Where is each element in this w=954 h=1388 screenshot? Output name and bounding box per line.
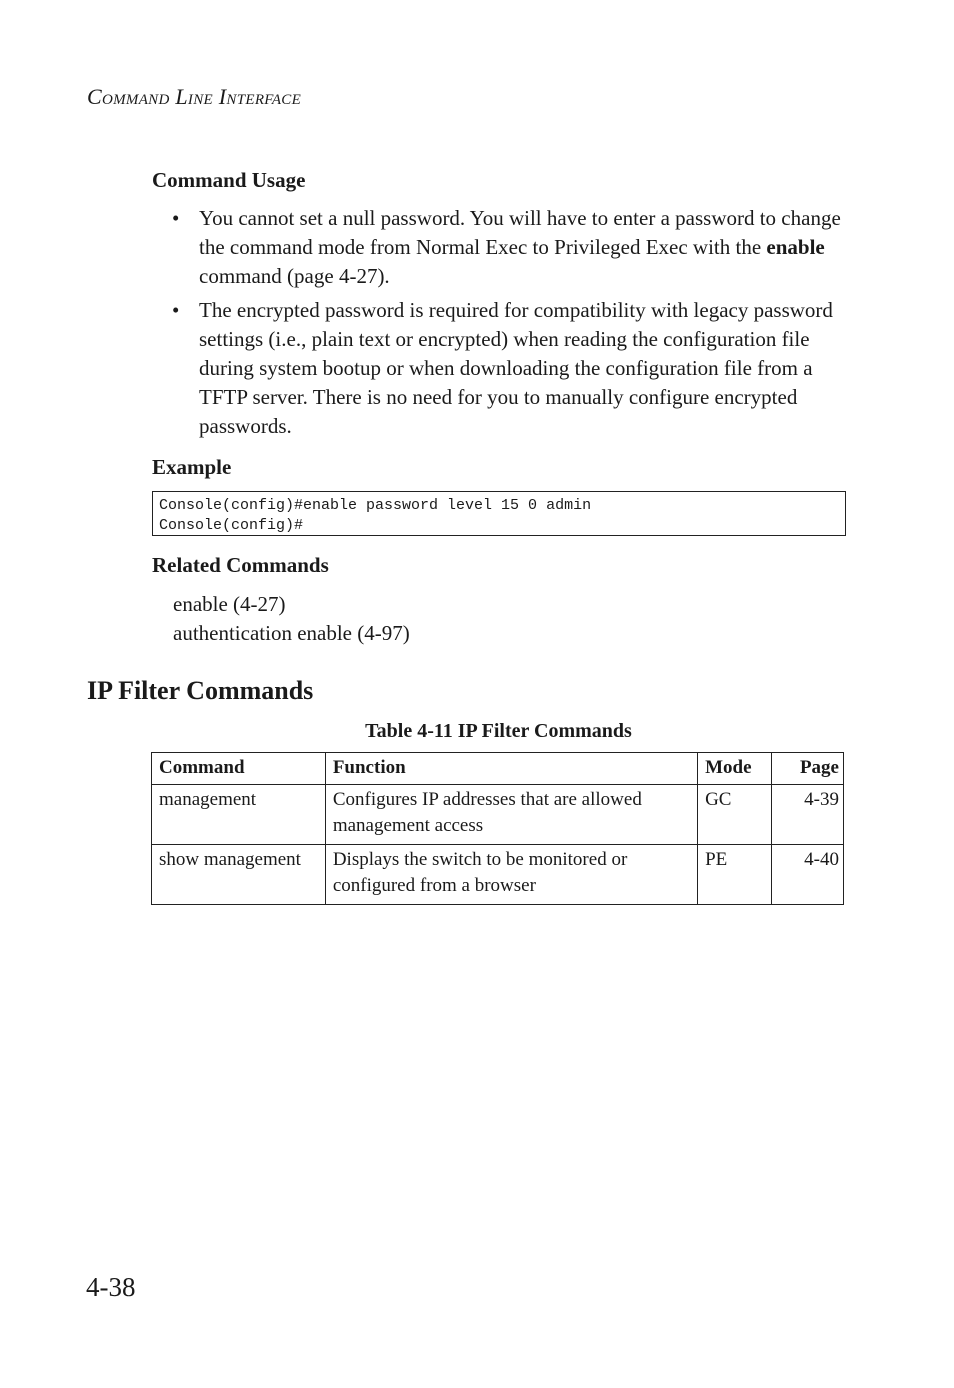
table-cell-page: 4-39 [772, 785, 844, 845]
code-example [152, 491, 846, 536]
list-item [152, 204, 847, 291]
related-commands-list [173, 590, 410, 648]
bullet-text: The encrypted password is required for compatibility with legacy password settings (i.e., plain text or encrypted) when reading the configuration file during system bootup or when downloading the configuration file from a TFTP server. There is no need for you to manually configure encrypted passwords. [199, 298, 833, 438]
table-row [152, 785, 844, 845]
column-header: Command [152, 753, 326, 785]
command-usage-list [152, 204, 847, 446]
bullet-text-before: You cannot set a null password. You will have to enter a password to change the command mode from Normal Exec to Privileged Exec with the [199, 206, 841, 259]
table-header-row [152, 753, 844, 785]
code-line: Console(config)#enable password level 15 0 admin [159, 497, 592, 514]
bullet-text-after: command (page 4-27). [199, 264, 390, 288]
table-cell-mode: PE [698, 845, 772, 905]
bullet-icon: • [172, 298, 180, 322]
list-item [152, 296, 847, 441]
related-command-item: enable (4-27) [173, 592, 286, 616]
bullet-icon: • [172, 206, 180, 230]
column-header: Mode [698, 753, 772, 785]
table-cell-command: show management [152, 845, 326, 905]
related-command-item: authentication enable (4-97) [173, 621, 410, 645]
section-title: IP Filter Commands [87, 676, 314, 705]
ip-filter-commands-table [151, 752, 844, 905]
page-number: 4-38 [86, 1272, 136, 1302]
table-caption: Table 4-11 IP Filter Commands [365, 720, 632, 742]
running-header: Command Line Interface [87, 84, 302, 109]
example-heading: Example [152, 455, 232, 479]
column-header: Page [772, 753, 844, 785]
table-cell-function: Displays the switch to be monitored or configured from a browser [325, 845, 697, 905]
table-cell-command: management [152, 785, 326, 845]
code-line: Console(config)# [159, 517, 304, 534]
table-cell-function: Configures IP addresses that are allowed management access [325, 785, 697, 845]
related-commands-heading: Related Commands [152, 553, 329, 577]
bullet-bold-keyword: enable [766, 235, 825, 259]
table-cell-mode: GC [698, 785, 772, 845]
table-row [152, 845, 844, 905]
column-header: Function [325, 753, 697, 785]
table-cell-page: 4-40 [772, 845, 844, 905]
command-usage-heading: Command Usage [152, 168, 306, 192]
